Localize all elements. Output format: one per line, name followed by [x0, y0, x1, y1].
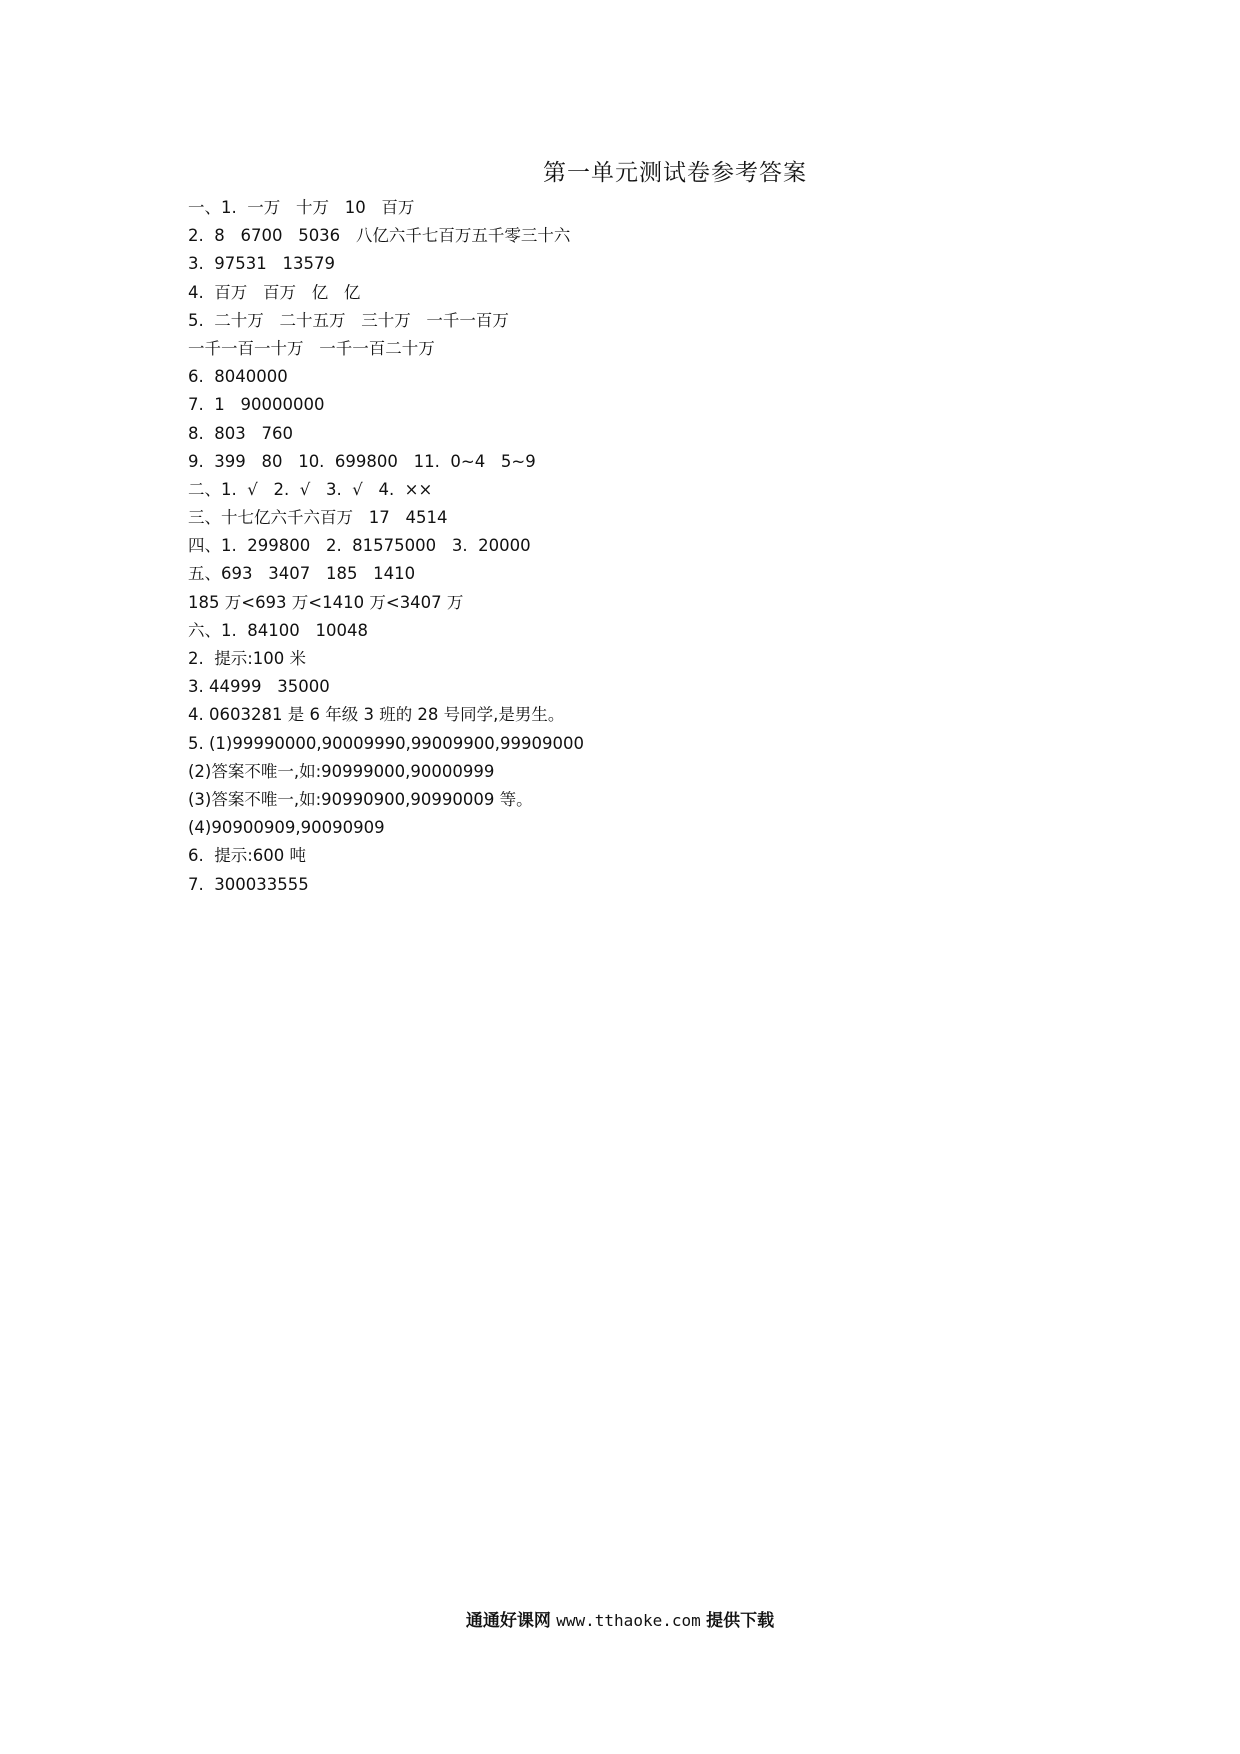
answer-line: 5. 二十万 二十五万 三十万 一千一百万 [188, 310, 509, 330]
answer-line: 一千一百一十万 一千一百二十万 [188, 338, 435, 358]
answer-line: 4. 百万 百万 亿 亿 [188, 282, 361, 302]
answer-line: 三、十七亿六千六百万 17 4514 [188, 508, 448, 528]
answer-line: (3)答案不唯一,如:90990900,90990009 等。 [188, 789, 533, 809]
answer-line: 7. 300033555 [188, 874, 309, 894]
footer-provide-text: 提供下载 [706, 1611, 775, 1631]
footer-url: www.tthaoke.com [556, 1611, 701, 1630]
answer-line: 6. 8040000 [188, 367, 288, 387]
answer-line: 6. 提示:600 吨 [188, 846, 307, 866]
answer-line: 5. (1)99990000,90009990,99009900,99909000 [188, 733, 585, 753]
footer-site-name: 通通好课网 [465, 1611, 551, 1631]
answer-line: 3. 44999 35000 [188, 677, 330, 697]
answer-line: 4. 0603281 是 6 年级 3 班的 28 号同学,是男生。 [188, 705, 565, 725]
answer-line: (4)90900909,90090909 [188, 818, 385, 838]
answer-line: 二、1. √ 2. √ 3. √ 4. ×× [188, 479, 433, 499]
answer-line: 185 万<693 万<1410 万<3407 万 [188, 592, 464, 612]
answer-line: 3. 97531 13579 [188, 254, 335, 274]
page-footer [0, 1606, 1240, 1631]
answer-line: 六、1. 84100 10048 [188, 620, 368, 640]
answer-list [188, 194, 584, 899]
answer-line: 五、693 3407 185 1410 [188, 564, 416, 584]
answer-line: 一、1. 一万 十万 10 百万 [188, 198, 415, 217]
answer-line: 7. 1 90000000 [188, 395, 325, 415]
answer-line: 9. 399 80 10. 699800 11. 0~4 5~9 [188, 451, 536, 471]
answer-line: 2. 8 6700 5036 八亿六千七百万五千零三十六 [188, 226, 571, 246]
answer-line: 8. 803 760 [188, 423, 293, 443]
document-title: 第一单元测试卷参考答案 [543, 160, 807, 186]
answer-line: 四、1. 299800 2. 81575000 3. 20000 [188, 536, 531, 556]
answer-line: 2. 提示:100 米 [188, 649, 307, 668]
answer-line: (2)答案不唯一,如:90999000,90000999 [188, 761, 495, 781]
